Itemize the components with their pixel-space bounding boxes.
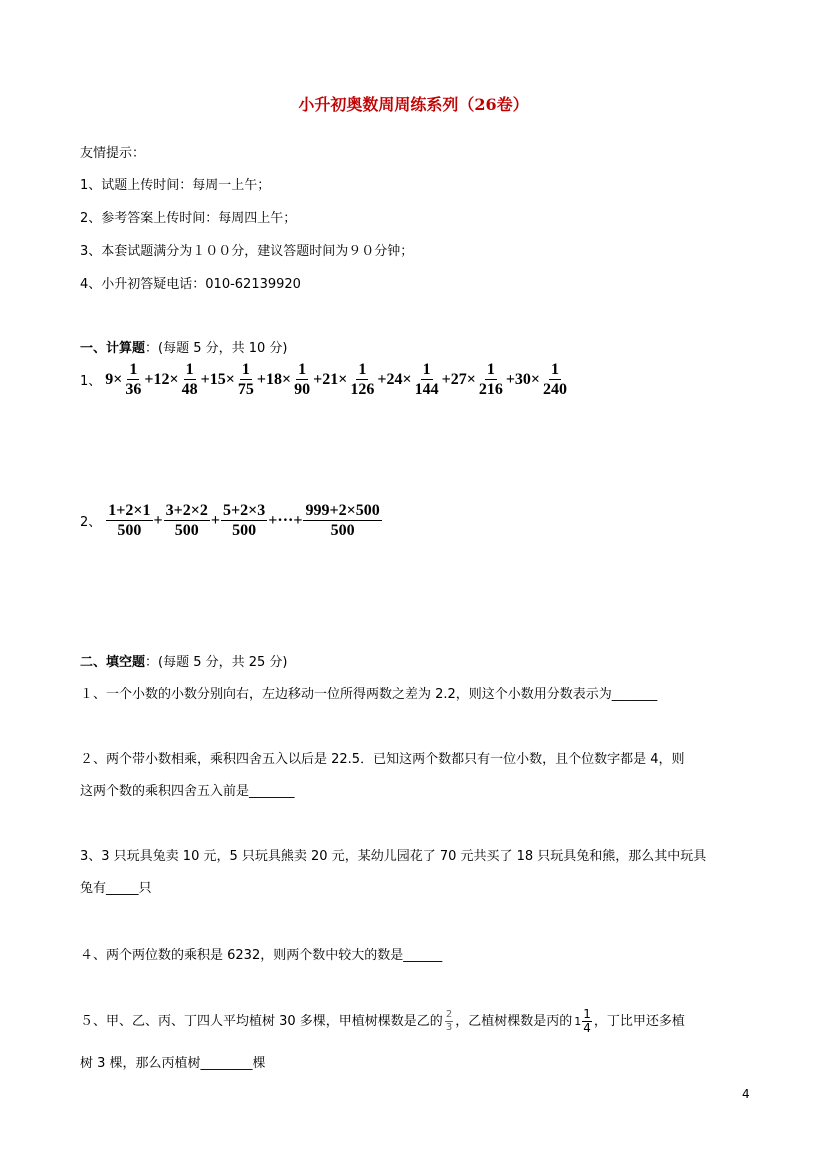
coefficient: 9×	[105, 370, 123, 388]
denominator: 48	[181, 381, 198, 398]
fraction	[303, 502, 381, 539]
numerator: 1	[185, 361, 194, 378]
question-number: 1、	[80, 374, 102, 389]
numerator: 1	[129, 361, 138, 378]
coefficient: +15×	[200, 370, 235, 388]
tip-item: 2、参考答案上传时间：每周四上午；	[80, 211, 297, 226]
mixed-whole: 1	[574, 1015, 582, 1028]
numerator: 1+2×1	[108, 502, 151, 519]
numerator: 999+2×500	[305, 502, 380, 519]
coefficient: +12×	[144, 370, 179, 388]
operator: +	[153, 511, 163, 529]
tip-item: 4、小升初答疑电话：010-62139920	[80, 277, 301, 292]
denominator: 36	[125, 381, 142, 398]
denominator: 500	[232, 522, 257, 539]
q5-text-part1: ５、甲、乙、丙、丁四人平均植树 30 多棵，甲植树棵数是乙的	[80, 1014, 443, 1029]
numerator: 1	[551, 361, 560, 378]
numerator: 1	[241, 361, 250, 378]
fraction	[180, 361, 200, 398]
fraction	[477, 361, 505, 398]
tip-item: 1、试题上传时间：每周一上午；	[80, 178, 271, 193]
section2-note: ：(每题 5 分，共 25 分)	[145, 655, 288, 670]
tip-item: 3、本套试题满分为１００分，建议答题时间为９０分钟；	[80, 244, 414, 259]
denominator: 500	[330, 522, 355, 539]
q5-text-part3: ，丁比甲还多植	[593, 1014, 685, 1029]
coefficient: +21×	[313, 370, 348, 388]
numerator: 5+2×3	[223, 502, 266, 519]
section1-title: 一、计算题	[80, 341, 146, 356]
denominator: 126	[350, 381, 375, 398]
question-number: 2、	[80, 515, 102, 530]
fill-question-3-line2: 兔有_____只	[80, 881, 152, 896]
fraction	[123, 361, 143, 398]
fill-question-5-line2: 树 3 棵，那么丙植树________棵	[80, 1056, 266, 1071]
fraction	[236, 361, 256, 398]
section1-note: ：(每题 5 分，共 10 分)	[145, 341, 288, 356]
section2-heading	[80, 651, 288, 670]
operator: +···+	[268, 511, 303, 529]
denominator: 216	[478, 381, 503, 398]
fraction	[106, 502, 152, 539]
numerator: 3+2×2	[165, 502, 208, 519]
fraction	[292, 361, 312, 398]
fill-question-2-line2: 这两个数的乘积四舍五入前是_______	[80, 784, 295, 799]
denominator: 3	[445, 1022, 453, 1033]
coefficient: +30×	[505, 370, 541, 388]
calc-question-1	[80, 361, 570, 398]
denominator: 240	[543, 381, 568, 398]
numerator: 1	[358, 361, 367, 378]
fraction	[413, 361, 441, 398]
operator: +	[210, 511, 220, 529]
fill-question-3-line1: 3、3 只玩具兔卖 10 元，5 只玩具熊卖 20 元，某幼儿园花了 70 元共买了 18 只玩具兔和熊，那么其中玩具	[80, 849, 707, 864]
coefficient: +24×	[377, 370, 412, 388]
denominator: 144	[414, 381, 439, 398]
fill-question-2-line1: ２、两个带小数相乘，乘积四舍五入以后是 22.5．已知这两个数都只有一位小数，且个位数字都是 4，则	[80, 752, 685, 767]
denominator: 90	[294, 381, 311, 398]
section1-heading	[80, 337, 288, 356]
fraction	[348, 361, 376, 398]
denominator: 500	[117, 522, 142, 539]
denominator: 500	[174, 522, 199, 539]
calc-terms	[105, 361, 570, 398]
mixed-fraction	[582, 1008, 592, 1035]
fraction	[221, 502, 267, 539]
numerator: 1	[486, 361, 495, 378]
fill-question-5-line1	[80, 1008, 685, 1035]
page-number: 4	[742, 1087, 750, 1101]
numerator: 1	[298, 361, 307, 378]
numerator: 1	[422, 361, 431, 378]
coefficient: +18×	[256, 370, 292, 388]
fraction	[164, 502, 210, 539]
mixed-number	[574, 1008, 592, 1035]
q5-text-part2: ，乙植树棵数是丙的	[455, 1014, 573, 1029]
fill-question-4: ４、两个两位数的乘积是 6232，则两个数中较大的数是______	[80, 948, 443, 963]
fraction	[541, 361, 569, 398]
fraction-two-thirds	[445, 1009, 453, 1034]
section2-title: 二、填空题	[80, 655, 146, 670]
numerator: 1	[583, 1007, 591, 1021]
numerator: 2	[445, 1009, 453, 1020]
calc-question-2	[80, 502, 383, 539]
coefficient: +27×	[441, 370, 476, 388]
tips-heading: 友情提示：	[80, 146, 146, 161]
page-title: 小升初奥数周周练系列（26卷）	[298, 95, 529, 114]
denominator: 4	[583, 1021, 591, 1035]
fill-question-1: １、一个小数的小数分别向右，左边移动一位所得两数之差为 2.2，则这个小数用分数表示为_______	[80, 687, 658, 702]
denominator: 75	[237, 381, 254, 398]
